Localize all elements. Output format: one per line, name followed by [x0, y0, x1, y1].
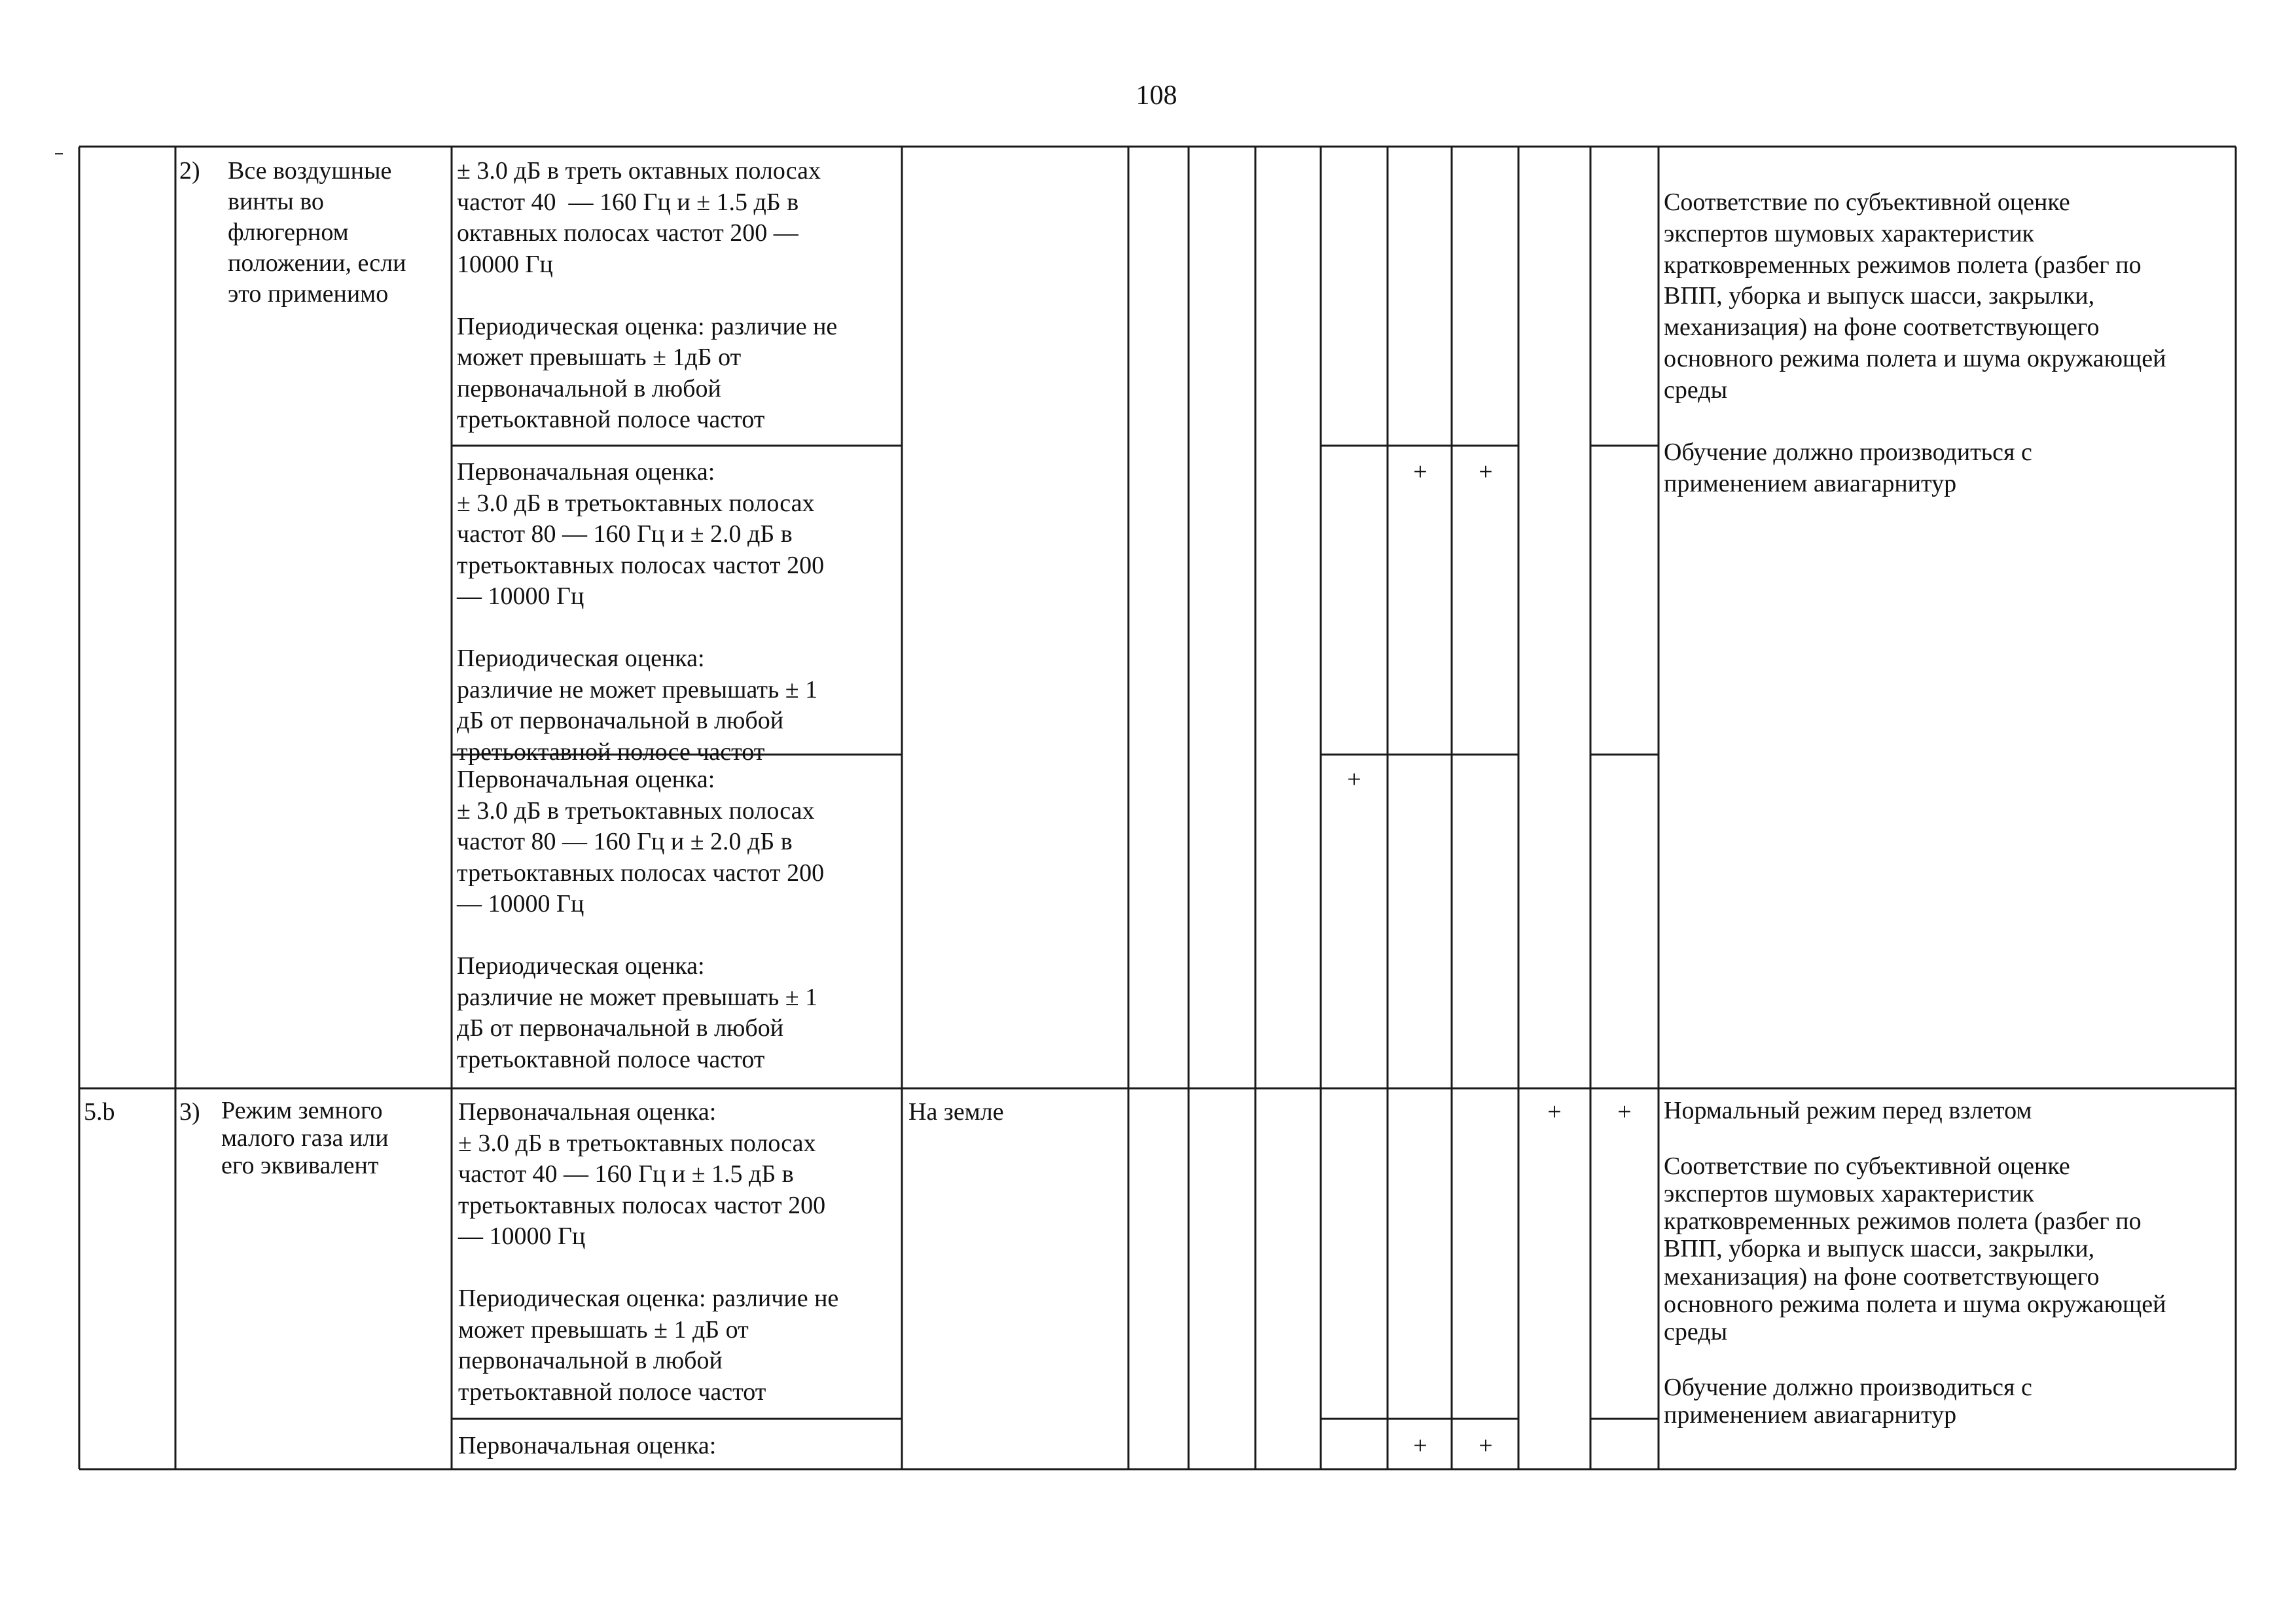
block1-row2-criterion: Первоначальная оценка: ± 3.0 дБ в третьоктавных полосах частот 80 — 160 Гц и ± 2.0 дБ в третьоктавных полосах частот 200 — 10000 Гц Периодическая оценка: различие не может превышать ± 1 дБ от первоначальной в любой третьоктавной полосе частот	[457, 458, 825, 766]
block2-row1-criterion: Первоначальная оценка: ± 3.0 дБ в третьоктавных полосах частот 40 — 160 Гц и ± 1.5 дБ в третьоктавных полосах частот 200 — 10000 Гц Периодическая оценка: различие не может превышать ± 1 дБ от первоначальной в любой третьоктавной полосе частот	[458, 1098, 839, 1406]
block1-row3-criterion: Первоначальная оценка: ± 3.0 дБ в третьоктавных полосах частот 80 — 160 Гц и ± 2.0 дБ в третьоктавных полосах частот 200 — 10000 Гц Периодическая оценка: различие не может превышать ± 1 дБ от первоначальной в любой третьоктавной полосе частот	[457, 766, 825, 1073]
block1-row2-mark-a: +	[1413, 458, 1427, 486]
block2-row2-criterion: Первоначальная оценка:	[458, 1432, 717, 1459]
block1-row1-criterion: ± 3.0 дБ в треть октавных полосах частот 40 — 160 Гц и ± 1.5 дБ в октавных полосах частот 200 — 10000 Гц Периодическая оценка: различие не может превышать ± 1дБ от первоначальной в любой третьоктавной полосе частот	[457, 157, 838, 433]
block2-row1-mark-a: +	[1547, 1098, 1562, 1126]
block2-row2-mark-a: +	[1413, 1432, 1427, 1459]
block2-remarks: Нормальный режим перед взлетом Соответствие по субъективной оценке экспертов шумовых характеристик кратковременных режимов полета (разбег по ВПП, уборка и выпуск шасси, закрылки, механизация) на фоне соответствующего основного режима полета и шума окружающей среды Обучение должно производиться с применением авиагарнитур	[1664, 1097, 2166, 1429]
block2-item-number: 3)	[179, 1098, 200, 1126]
block2-ref: 5.b	[84, 1098, 115, 1126]
page-number: 108	[1136, 80, 1177, 111]
block1-item-number: 2)	[179, 157, 200, 185]
block1-remarks: Соответствие по субъективной оценке экспертов шумовых характеристик кратковременных режимов полета (разбег по ВПП, уборка и выпуск шасси, закрылки, механизация) на фоне соответствующего основного режима полета и шума окружающей среды Обучение должно производиться с применением авиагарнитур	[1664, 188, 2166, 498]
block1-mode: Все воздушные винты во флюгерном положении, если это применимо	[228, 157, 406, 308]
block2-row1-mark-b: +	[1617, 1098, 1632, 1126]
block1-row3-mark-a: +	[1347, 766, 1361, 793]
block2-mode: Режим земного малого газа или его эквивалент	[221, 1097, 389, 1179]
block2-row2-mark-b: +	[1479, 1432, 1493, 1459]
block1-row2-mark-b: +	[1479, 458, 1493, 486]
block2-condition: На земле	[908, 1098, 1004, 1126]
